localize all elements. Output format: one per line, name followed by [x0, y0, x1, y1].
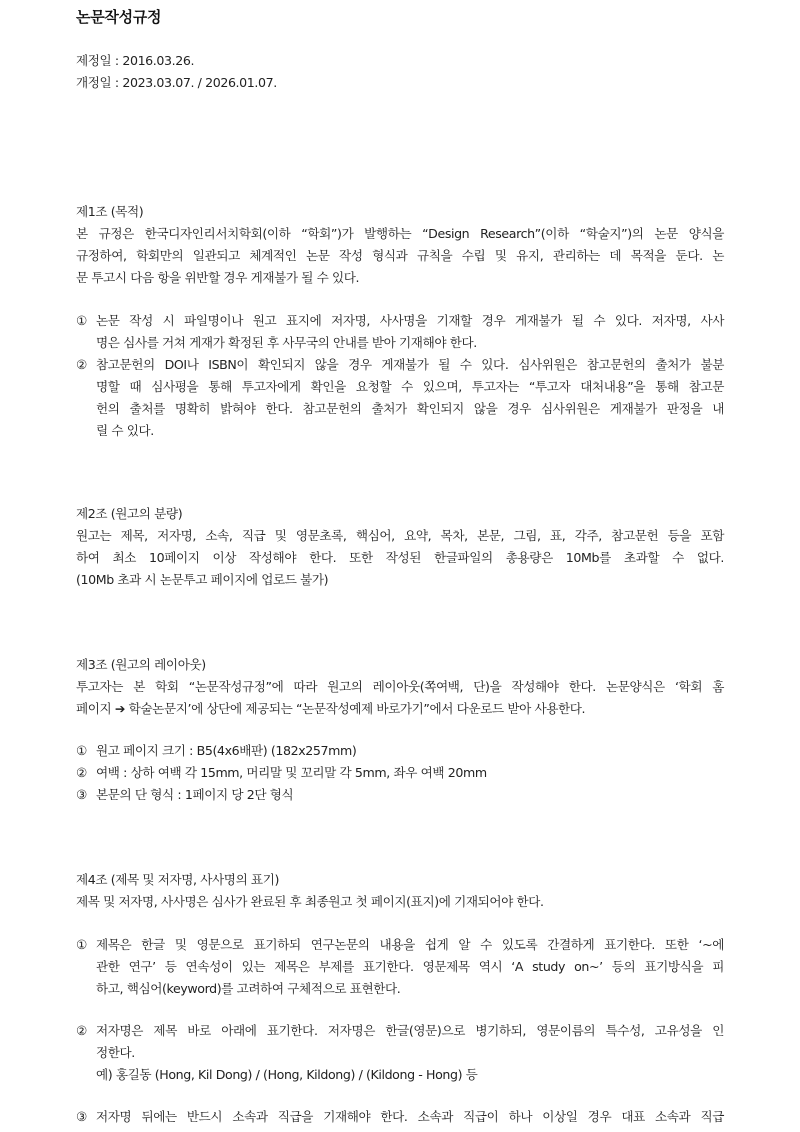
item-line: 저자명 뒤에는 반드시 소속과 직급을 기재해야 한다. 소속과 직급이 하나 이상일 경우 대표 소속과 직급: [96, 1109, 724, 1124]
article-heading: 제2조 (원고의 분량): [76, 506, 183, 521]
item-marker: ①: [76, 313, 88, 328]
item-marker: ③: [76, 1109, 88, 1124]
enacted-date: 제정일 : 2016.03.26.: [76, 53, 195, 68]
item-line: 참고문헌의 DOI나 ISBN이 확인되지 않을 경우 게재불가 될 수 있다. 심사위원은 참고문헌의 출처가 불분: [96, 357, 724, 372]
revised-date: 개정일 : 2023.03.07. / 2026.01.07.: [76, 75, 277, 90]
item-line: 헌의 출처를 명확히 밝혀야 한다. 참고문헌의 출처가 확인되지 않을 경우 심사위원은 게재불가 판정을 내: [96, 401, 724, 416]
item-marker: ①: [76, 937, 88, 952]
document-title: 논문작성규정: [76, 8, 162, 26]
article-heading: 제3조 (원고의 레이아웃): [76, 657, 206, 672]
article-body-line: 페이지 ➔ 학술논문지’에 상단에 제공되는 “논문작성예제 바로가기”에서 다운로드 받아 사용한다.: [76, 701, 586, 716]
item-marker: ②: [76, 765, 88, 780]
article-heading: 제4조 (제목 및 저자명, 사사명의 표기): [76, 872, 279, 887]
item-line: 저자명은 제목 바로 아래에 표기한다. 저자명은 한글(영문)으로 병기하되, 영문이름의 특수성, 고유성을 인: [96, 1023, 724, 1038]
item-line: 정한다.: [96, 1045, 135, 1060]
article-body-line: (10Mb 초과 시 논문투고 페이지에 업로드 불가): [76, 572, 329, 587]
article-body-line: 규정하여, 학회만의 일관되고 체계적인 논문 작성 형식과 규칙을 수립 및 유지, 관리하는 데 목적을 둔다. 논: [76, 248, 724, 263]
item-line: 논문 작성 시 파일명이나 원고 표지에 저자명, 사사명을 기재할 경우 게재불가 될 수 있다. 저자명, 사사: [96, 313, 724, 328]
item-line: 명은 심사를 거쳐 게재가 확정된 후 사무국의 안내를 받아 기재해야 한다.: [96, 335, 477, 350]
item-marker: ③: [76, 787, 88, 802]
article-body-line: 투고자는 본 학회 “논문작성규정”에 따라 원고의 레이아웃(쪽여백, 단)을 작성해야 한다. 논문양식은 ‘학회 홈: [76, 679, 724, 694]
article-body-line: 제목 및 저자명, 사사명은 심사가 완료된 후 최종원고 첫 페이지(표지)에 기재되어야 한다.: [76, 894, 544, 909]
item-marker: ②: [76, 357, 88, 372]
article-body-line: 문 투고시 다음 항을 위반할 경우 게재불가 될 수 있다.: [76, 270, 360, 285]
item-line: 릴 수 있다.: [96, 423, 154, 438]
item-line: 여백 : 상하 여백 각 15mm, 머리말 및 꼬리말 각 5mm, 좌우 여백 20mm: [96, 765, 487, 780]
item-line: 본문의 단 형식 : 1페이지 당 2단 형식: [96, 787, 294, 802]
example-line: 예) 홍길동 (Hong, Kil Dong) / (Hong, Kildong) / (Kildong - Hong) 등: [96, 1067, 478, 1082]
item-line: 원고 페이지 크기 : B5(4x6배판) (182x257mm): [96, 743, 357, 758]
item-line: 관한 연구’ 등 연속성이 있는 제목은 부제를 표기한다. 영문제목 역시 ‘A study on~’ 등의 표기방식을 피: [96, 959, 724, 974]
item-marker: ①: [76, 743, 88, 758]
article-body-line: 원고는 제목, 저자명, 소속, 직급 및 영문초록, 핵심어, 요약, 목차, 본문, 그림, 표, 각주, 참고문헌 등을 포함: [76, 528, 724, 543]
item-line: 명할 때 심사평을 통해 투고자에게 확인을 요청할 수 있으며, 투고자는 “투고자 대처내용”을 통해 참고문: [96, 379, 724, 394]
article-body-line: 본 규정은 한국디자인리서치학회(이하 “학회”)가 발행하는 “Design Research”(이하 “학술지”)의 논문 양식을: [76, 226, 724, 241]
item-marker: ②: [76, 1023, 88, 1038]
article-heading: 제1조 (목적): [76, 204, 144, 219]
article-body-line: 하여 최소 10페이지 이상 작성해야 한다. 또한 작성된 한글파일의 총용량은 10Mb를 초과할 수 없다.: [76, 550, 724, 565]
item-line: 제목은 한글 및 영문으로 표기하되 연구논문의 내용을 쉽게 알 수 있도록 간결하게 표기한다. 또한 ‘~에: [96, 937, 724, 952]
item-line: 하고, 핵심어(keyword)를 고려하여 구체적으로 표현한다.: [96, 981, 401, 996]
